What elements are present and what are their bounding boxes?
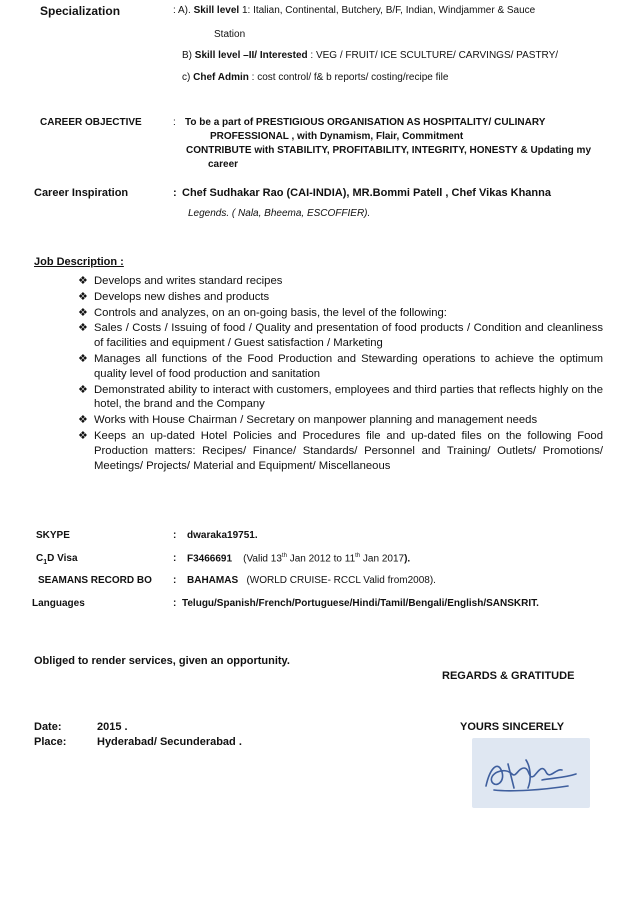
separator: :: [173, 575, 177, 586]
list-item-text: Keeps an up-dated Hotel Policies and Procedures file and up-dated files on the following Food Production matters: Recipes/ Finance/ Standards/ Personnel and Training/ Outlets/ Promotions/ Meetings/ Projects/ Material and Equipment/ Miscellaneous: [94, 429, 603, 472]
specialization-line-a: [173, 5, 535, 16]
career-inspiration-line-2: Legends. ( Nala, Bheema, ESCOFFIER).: [188, 208, 371, 219]
visa-value: [187, 553, 410, 564]
ordinal-sup: th: [281, 553, 287, 559]
separator: :: [173, 553, 177, 564]
seamans-value-bold: BAHAMAS: [187, 575, 239, 586]
diamond-bullet-icon: ❖: [78, 306, 88, 319]
seamans-value: [187, 575, 436, 586]
job-description-heading: Job Description :: [34, 256, 124, 268]
item-bold: Skill level: [193, 5, 240, 16]
list-item-text: Works with House Chairman / Secretary on manpower planning and management needs: [94, 414, 538, 427]
place-value: Hyderabad/ Secunderabad .: [97, 736, 242, 748]
career-objective-label: CAREER OBJECTIVE: [40, 117, 142, 128]
item-prefix: A).: [178, 5, 194, 16]
skype-value: dwaraka19751.: [187, 530, 258, 541]
career-objective-line-3: CONTRIBUTE with STABILITY, PROFITABILITY, INTEGRITY, HONESTY & Updating my: [186, 145, 592, 156]
skype-label: SKYPE: [36, 530, 70, 541]
diamond-bullet-icon: ❖: [78, 429, 88, 442]
ordinal-sup: th: [355, 553, 361, 559]
separator: :: [173, 598, 177, 609]
visa-label-post: D Visa: [47, 553, 78, 564]
seamans-note: (WORLD CRUISE- RCCL Valid from2008).: [246, 575, 436, 586]
obliged-text: Obliged to render services, given an opportunity.: [34, 655, 290, 667]
visa-valid-text: Jan 2012 to 11: [286, 553, 356, 565]
separator: :: [173, 117, 176, 128]
list-item: [78, 290, 603, 305]
list-item: [78, 429, 603, 473]
item-bold: Chef Admin: [193, 72, 249, 83]
item-text: : cost control/ f& b reports/ costing/recipe file: [248, 72, 449, 83]
specialization-line-c: [182, 72, 448, 83]
diamond-bullet-icon: ❖: [78, 322, 88, 335]
list-item-text: Controls and analyzes, on an on-going basis, the level of the following:: [94, 306, 447, 319]
diamond-bullet-icon: ❖: [78, 414, 88, 427]
specialization-line-a-cont: Station: [214, 29, 246, 40]
list-item-text: Develops new dishes and products: [94, 290, 270, 303]
languages-label: Languages: [32, 598, 85, 609]
item-prefix: B): [182, 50, 195, 61]
visa-number: F3466691: [187, 553, 233, 565]
career-inspiration-line-1: Chef Sudhakar Rao (CAI-INDIA), MR.Bommi Patell , Chef Vikas Khanna: [182, 187, 551, 199]
item-bold: Skill level –II/ Interested: [194, 50, 308, 61]
diamond-bullet-icon: ❖: [78, 383, 88, 396]
item-text: 1: Italian, Continental, Butchery, B/F, Indian, Windjammer & Sauce: [239, 5, 536, 16]
separator: :: [173, 530, 177, 541]
visa-valid-text: Jan 2017: [360, 553, 405, 565]
list-item: [78, 274, 603, 289]
visa-label-sub: 1: [43, 559, 48, 566]
diamond-bullet-icon: ❖: [78, 290, 88, 303]
visa-label: [36, 553, 78, 566]
seamans-label: SEAMANS RECORD BO: [38, 575, 152, 586]
diamond-bullet-icon: ❖: [78, 352, 88, 365]
separator: :: [173, 5, 176, 16]
list-item-text: Manages all functions of the Food Production and Stewarding operations to achieve the optimum quality level of food production and sanitation: [94, 352, 603, 380]
list-item: [78, 383, 603, 413]
list-item: [78, 413, 603, 428]
specialization-line-b: [182, 50, 558, 61]
job-description-list: [78, 274, 603, 474]
date-value: 2015 .: [97, 721, 128, 733]
separator: :: [173, 187, 177, 199]
visa-label-pre: C: [36, 553, 44, 564]
list-item: [78, 306, 603, 321]
regards-text: REGARDS & GRATITUDE: [442, 670, 575, 682]
list-item: [78, 352, 603, 382]
languages-value: Telugu/Spanish/French/Portuguese/Hindi/Tamil/Bengali/English/SANSKRIT.: [182, 598, 539, 609]
list-item-text: Develops and writes standard recipes: [94, 275, 283, 287]
item-prefix: c): [182, 72, 194, 83]
list-item: [78, 321, 603, 351]
list-item-text: Sales / Costs / Issuing of food / Quality and presentation of food products / Condition and cleanliness of facilities and equipment / Guest satisfaction / Marketing: [94, 322, 603, 350]
career-objective-line-1: To be a part of PRESTIGIOUS ORGANISATION AS HOSPITALITY/ CULINARY: [185, 117, 546, 128]
place-label: Place:: [34, 736, 67, 748]
career-objective-line-2: PROFESSIONAL , with Dynamism, Flair, Commitment: [210, 131, 464, 142]
specialization-label: Specialization: [40, 4, 121, 18]
list-item-text: Demonstrated ability to interact with customers, employees and third parties that reflects highly on the hotel, the brand and the Company: [94, 383, 603, 411]
signature-image: [472, 738, 590, 808]
visa-valid-text: (Valid 13: [243, 553, 282, 565]
item-text: : VEG / FRUIT/ ICE SCULTURE/ CARVINGS/ PASTRY/: [307, 50, 559, 61]
visa-valid-end: ).: [404, 553, 411, 565]
yours-sincerely: YOURS SINCERELY: [460, 721, 565, 733]
diamond-bullet-icon: ❖: [78, 275, 88, 287]
career-inspiration-label: Career Inspiration: [34, 187, 129, 199]
career-objective-line-4: career: [208, 159, 239, 170]
date-label: Date:: [34, 721, 62, 733]
